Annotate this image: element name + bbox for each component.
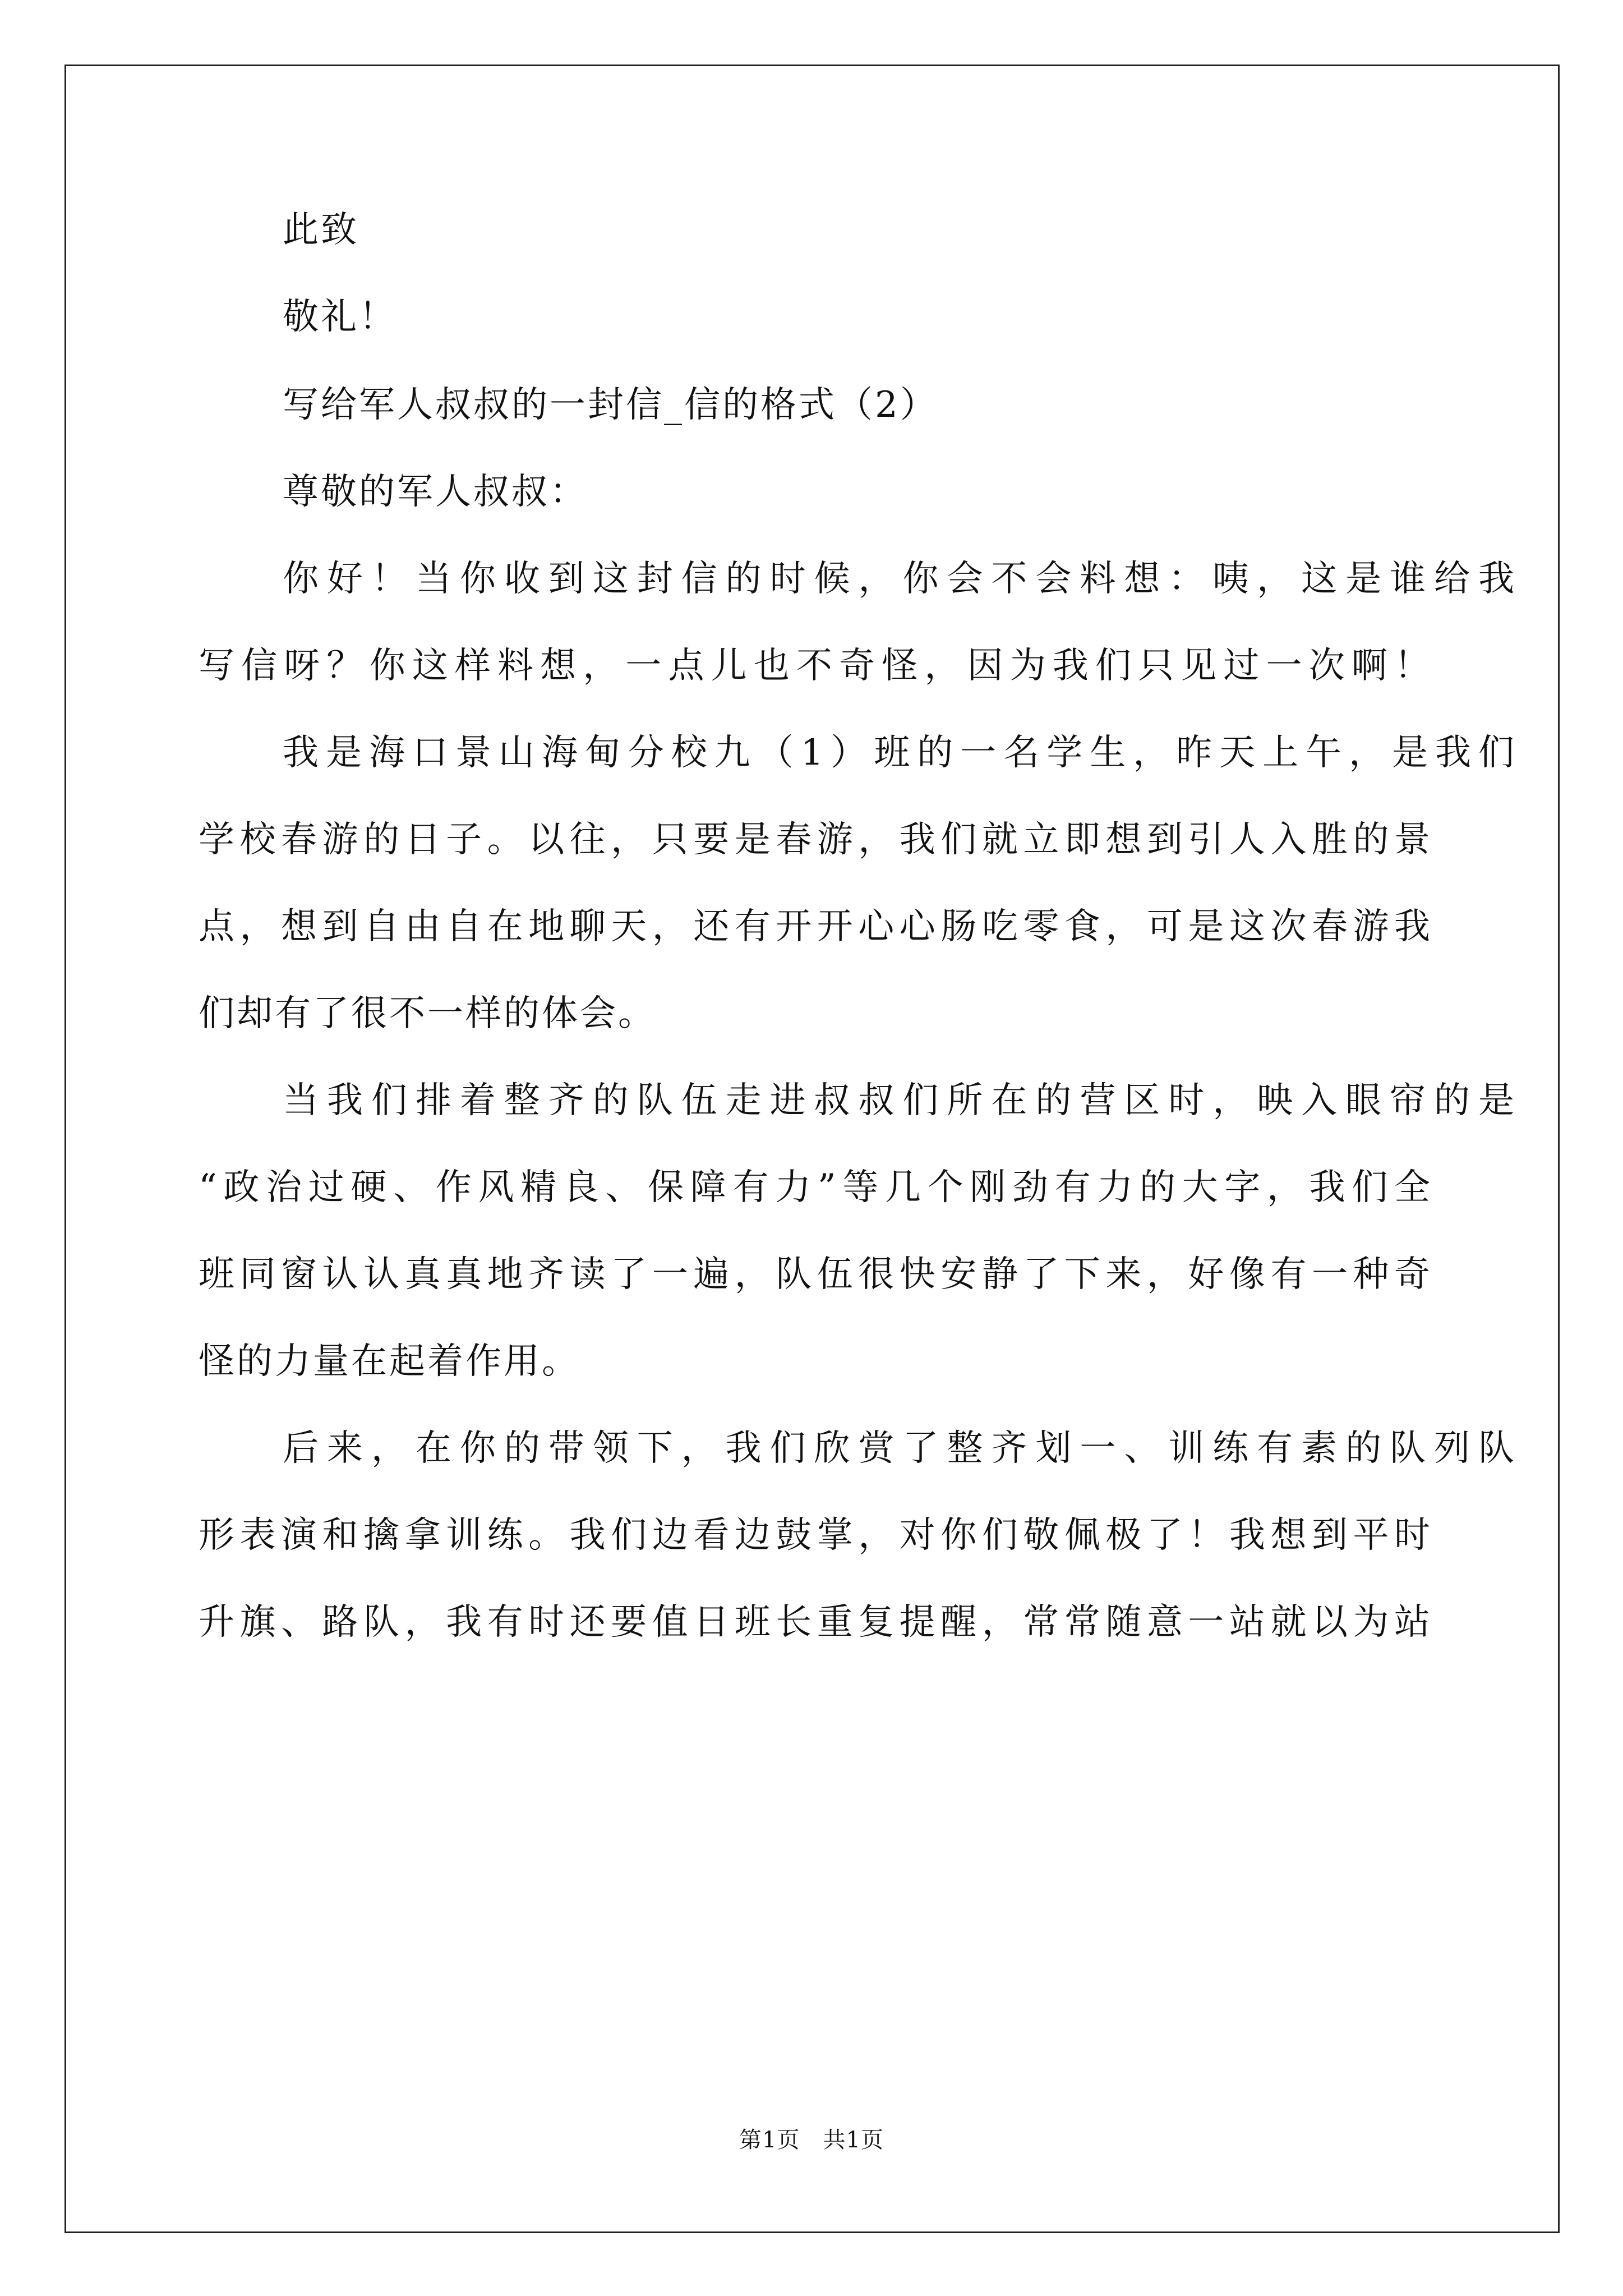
closing-line: 此致: [283, 209, 359, 251]
greeting-line: 尊敬的军人叔叔：: [283, 471, 588, 513]
paragraph-line: 点，想到自由自在地聊天，还有开开心心肠吃零食，可是这次春游我: [199, 906, 1432, 947]
paragraph-line: 学校春游的日子。以往，只要是春游，我们就立即想到引人入胜的景: [199, 819, 1432, 861]
paragraph-line: 形表演和擒拿训练。我们边看边鼓掌，对你们敬佩极了！我想到平时: [199, 1515, 1432, 1556]
section-title: 写给军人叔叔的一封信_信的格式（2）: [283, 384, 938, 426]
paragraph-line: 班同窗认认真真地齐读了一遍，队伍很快安静了下来，好像有一种奇: [199, 1254, 1432, 1295]
paragraph-line: 们却有了很不一样的体会。: [199, 993, 656, 1034]
paragraph-line: 我是海口景山海甸分校九（1）班的一名学生，昨天上午，是我们: [283, 732, 1516, 774]
paragraph-line: “政治过硬、作风精良、保障有力”等几个刚劲有力的大字，我们全: [199, 1167, 1432, 1208]
paragraph-line: 怪的力量在起着作用。: [199, 1341, 580, 1382]
paragraph-line: 后来，在你的带领下，我们欣赏了整齐划一、训练有素的队列队: [283, 1428, 1516, 1469]
paragraph-line: 你好！当你收到这封信的时候，你会不会料想：咦，这是谁给我: [283, 558, 1516, 600]
paragraph-line: 写信呀？你这样料想，一点儿也不奇怪，因为我们只见过一次啊！: [199, 645, 1432, 687]
paragraph-line: 升旗、路队，我有时还要值日班长重复提醒，常常随意一站就以为站: [199, 1602, 1432, 1643]
paragraph-line: 当我们排着整齐的队伍走进叔叔们所在的营区时，映入眼帘的是: [283, 1080, 1516, 1121]
page-footer: 第1页 共1页: [739, 2127, 884, 2153]
salutation-line: 敬礼！: [283, 296, 397, 338]
